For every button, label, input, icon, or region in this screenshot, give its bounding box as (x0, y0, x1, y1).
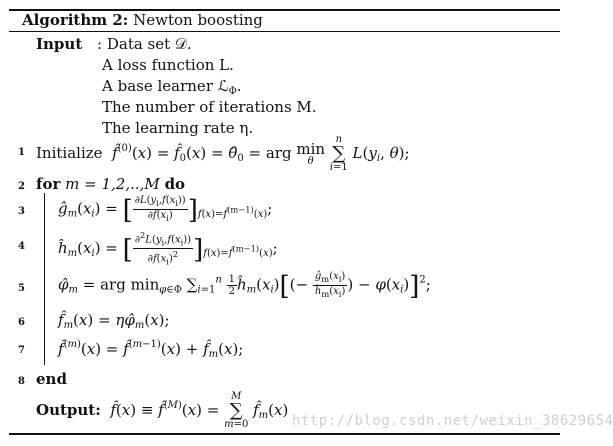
base-learner-end: . (236, 77, 242, 95)
line-3: $ĝ_m(x_i)$ = [ $\frac{\partial L(y_i,f(x_i))}{\partial f(x_i)}$ ]$_{f(x)=f̂^{(m-1)}(x)}$; (58, 195, 273, 226)
line-number-2: 2 (18, 181, 25, 192)
line-5: $\varphî_m$ = arg $\min_{\varphi\in\Phi} \sum_{i=1}^n$ $\frac{1}{2}$ $ĥ_m(x_i)[(-$ $\frac{ĝ_m(x_i)}{ĥ_m(x_i)}$ ) − $\varphi(x_i)]^2$; (58, 271, 431, 302)
line-number-7: 7 (18, 345, 25, 356)
base-learner-text: A base learner ℒ (102, 77, 229, 95)
input-item-3 (102, 77, 242, 97)
output-keyword: Output: (36, 401, 101, 419)
line-number-4: 4 (18, 241, 25, 252)
input-item-5: The learning rate η. (102, 119, 254, 137)
caption-rule (9, 31, 560, 32)
initialize-text: Initialize (36, 144, 103, 162)
line-number-8: 8 (18, 376, 25, 387)
input-item-4: The number of iterations M. (102, 98, 317, 116)
input-item-1: : Data set 𝒟. (97, 35, 192, 53)
watermark: http://blog.csdn.net/weixin_38629654 (292, 413, 613, 429)
line-number-6: 6 (18, 317, 25, 328)
input-line (36, 35, 192, 53)
line-7: f̂$^{(m)}$(x) = f̂$^{(m-1)}$(x) + $f̂_m(x)$; (58, 339, 244, 360)
caption-label: Algorithm 2: (22, 11, 129, 29)
line-number-5: 5 (18, 283, 25, 294)
base-learner-sub: Φ (228, 86, 237, 97)
end-keyword: end (36, 370, 67, 388)
do-keyword: do (164, 175, 186, 193)
input-keyword: Input (36, 35, 83, 53)
loop-range: m = 1,2,..,M (65, 175, 160, 193)
algorithm-caption (22, 11, 263, 29)
loop-bar (44, 193, 45, 365)
line-4: $ĥ_m(x_i)$ = [ $\frac{\partial^2L(y_i,f(x_i))}{\partial f(x_i)^2}$ ]$_{f(x)=f̂^{(m-1)}(x)}$; (58, 230, 278, 267)
line-number-1: 1 (18, 147, 25, 158)
line-2 (36, 175, 185, 193)
line-6: $f̂_m(x)$ = $\eta\varphî_m(x)$; (58, 311, 170, 331)
line-8 (36, 370, 67, 388)
line-1: Initialize f̂$^{(0)}$(x) = $f̂_0(x)$ = $\thetâ_0$ = arg min θ n ∑ i=1 $L(y_i$, θ); (36, 134, 410, 173)
caption-title: Newton boosting (133, 11, 263, 29)
input-item-2: A loss function L. (102, 56, 234, 74)
line-number-3: 3 (18, 206, 25, 217)
bottom-rule (9, 433, 560, 435)
for-keyword: for (36, 175, 61, 193)
output-line: Output: f̂(x) ≡ f̂$^{(M)}$(x) = M ∑ m=0 $f̂_m(x)$ (36, 391, 289, 430)
